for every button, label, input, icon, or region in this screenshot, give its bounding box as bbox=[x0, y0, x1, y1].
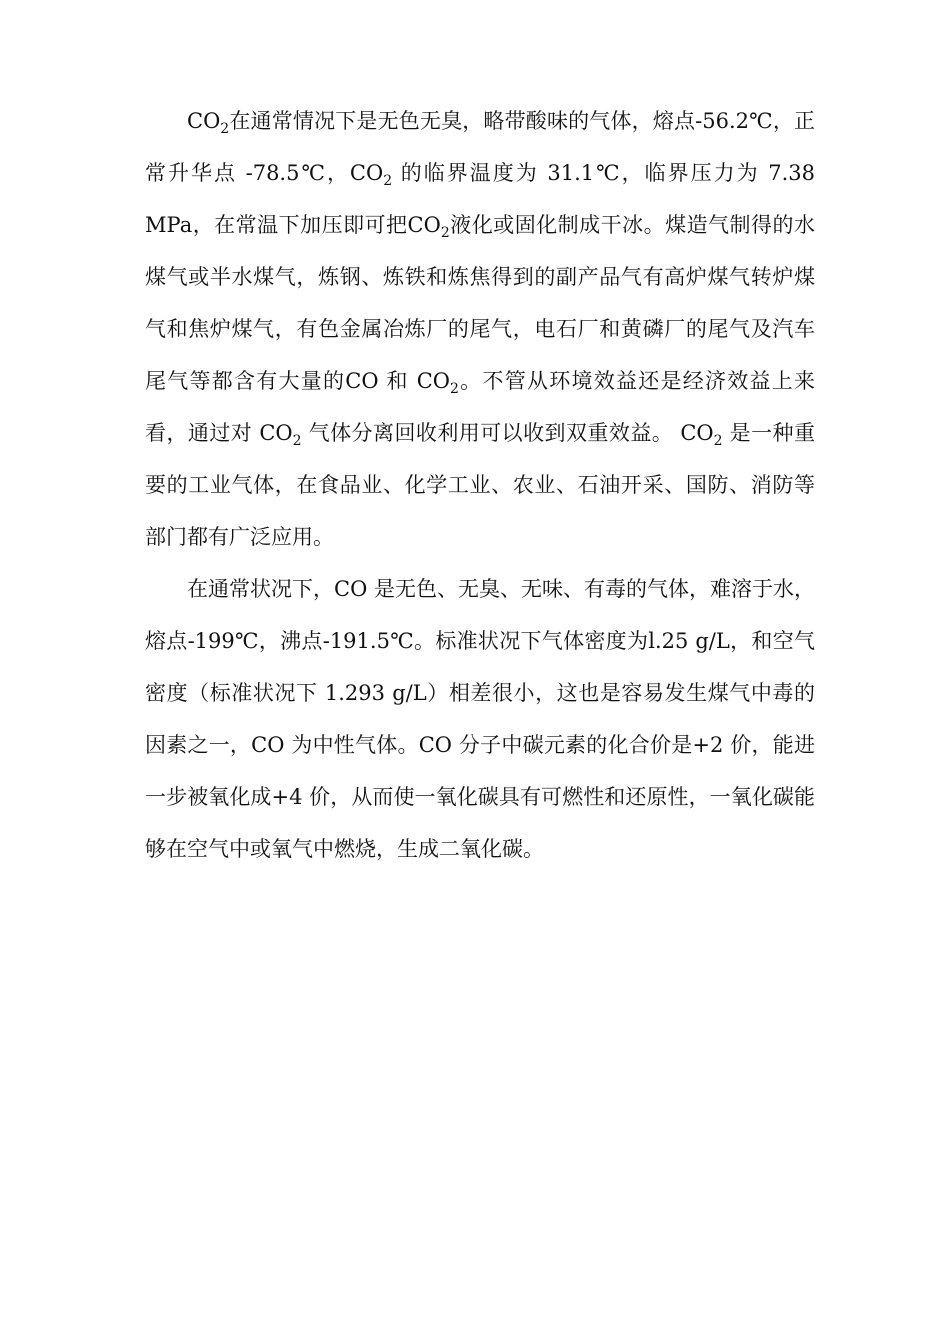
text-run: 在通常情况下是无色无臭，略带酸味的气体，熔点-56.2℃，正常升华点 -78.5℃，CO bbox=[145, 109, 815, 185]
text-run: 。不管从环境效益还是经济效益上来看，通过对 CO bbox=[145, 369, 816, 445]
paragraph-co2 bbox=[145, 95, 815, 563]
subscript: 2 bbox=[383, 173, 393, 189]
subscript: 2 bbox=[292, 433, 302, 449]
paragraph-co bbox=[145, 563, 815, 875]
subscript: 2 bbox=[440, 225, 450, 241]
subscript: 2 bbox=[450, 381, 459, 397]
text-run: 是一种重要的工业气体，在食品业、化学工业、农业、石油开采、国防、消防等部门都有广泛应用。 bbox=[145, 421, 815, 549]
text-run: 液化或固化制成干冰。煤造气制得的水煤气或半水煤气，炼钢、炼铁和炼焦得到的副产品气有高炉煤气转炉煤气和焦炉煤气，有色金属冶炼厂的尾气，电石厂和黄磷厂的尾气及汽车尾气等都含有大量的CO 和 CO bbox=[145, 213, 815, 393]
text-run: 的临界温度为 31.1℃，临界压力为 7.38 MPa，在常温下加压即可把CO bbox=[145, 161, 815, 237]
text-run: 气体分离回收利用可以收到双重效益。 CO bbox=[301, 421, 714, 445]
document-body bbox=[145, 95, 815, 875]
subscript: 2 bbox=[713, 433, 723, 449]
text-run: 在通常状况下，CO 是无色、无臭、无味、有毒的气体，难溶于水，熔点-199℃，沸点-191.5℃。标准状况下气体密度为l.25 g/L，和空气密度（标准状况下 1.293 g/L）相差很小，这也是容易发生煤气中毒的因素之一，CO 为中性气体。CO 分子中碳元素的化合价是+2 价，能进一步被氧化成+4 价，从而使一氧化碳具有可燃性和还原性，一氧化碳能够在空气中或氧气中燃烧，生成二氧化碳。 bbox=[145, 577, 815, 861]
subscript: 2 bbox=[220, 121, 230, 137]
text-run: CO bbox=[187, 109, 221, 133]
